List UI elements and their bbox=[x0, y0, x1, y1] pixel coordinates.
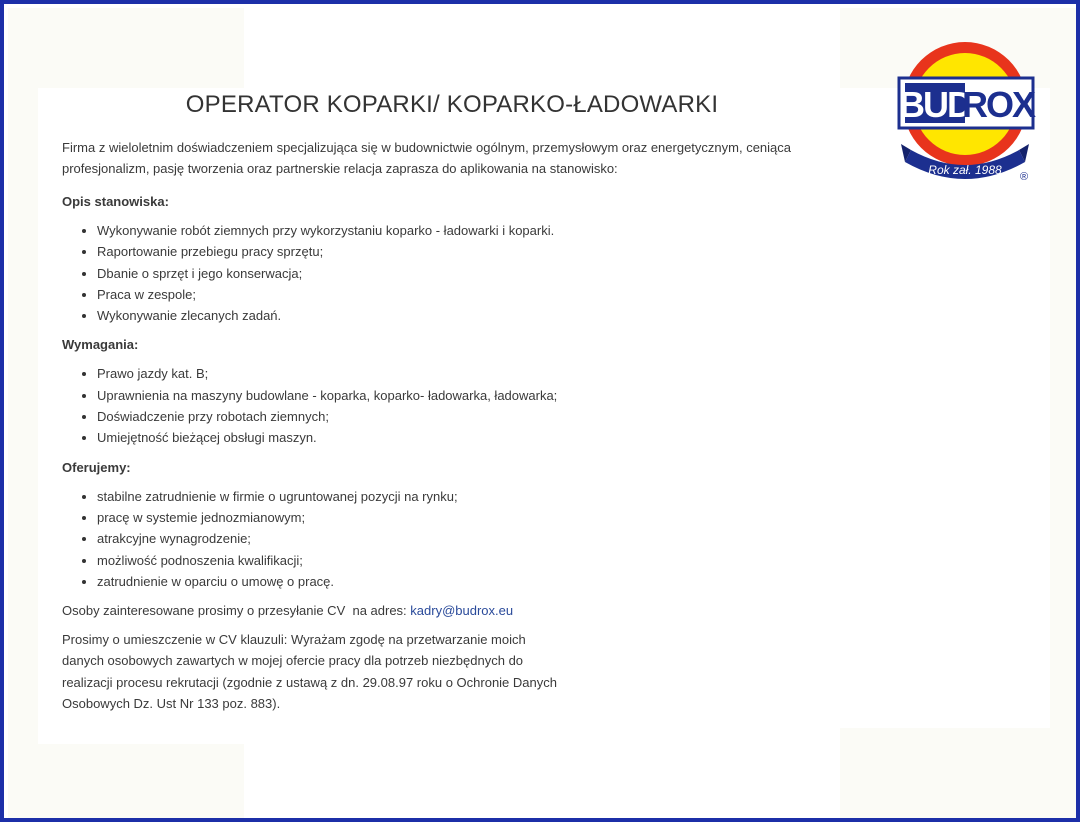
background-panel bbox=[1050, 88, 1080, 728]
list-item: • Wykonywanie zlecanych zadań. bbox=[97, 305, 862, 326]
section-offer bbox=[62, 457, 862, 592]
list-item: • Praca w zespole; bbox=[97, 284, 862, 305]
contact-paragraph bbox=[62, 600, 862, 621]
section-title: Wymagania: bbox=[62, 337, 139, 353]
gdpr-clause: Prosimy o umieszczenie w CV klauzuli: Wyrażam zgodę na przetwarzanie moich danych osobowych zawartych w mojej ofercie pracy dla potrzeb niezbędnych do realizacji procesu rekrutacji (zgodnie z ustawą z dn. 29.08.97 roku o Ochronie Danych Osobowych Dz. Ust Nr 133 poz. 883). bbox=[62, 632, 557, 712]
svg-text:Rok zał. 1988: Rok zał. 1988 bbox=[928, 163, 1002, 177]
list-item: • Doświadczenie przy robotach ziemnych; bbox=[97, 406, 862, 427]
background-panel bbox=[8, 8, 244, 88]
list-item: • Wykonywanie robót ziemnych przy wykorzystaniu koparko - ładowarki i koparki. bbox=[97, 220, 862, 241]
section-requirements bbox=[62, 334, 862, 448]
section-title: Opis stanowiska: bbox=[62, 194, 169, 209]
intro-paragraph: Firma z wieloletnim doświadczeniem specjalizująca się w budownictwie ogólnym, przemysłowym oraz energetycznym, ceniąca profesjonalizm, pasję tworzenia oraz partnerskie relacja zaprasza do aplikowania na stanowisko: bbox=[62, 140, 792, 176]
job-description-list bbox=[62, 220, 862, 326]
list-item: • Prawo jazdy kat. B; bbox=[97, 363, 862, 384]
list-item: • atrakcyjne wynagrodzenie; bbox=[97, 528, 862, 549]
job-offer-content bbox=[62, 82, 862, 722]
section-job-description bbox=[62, 191, 862, 326]
list-item: • Raportowanie przebiegu pracy sprzętu; bbox=[97, 241, 862, 262]
list-item: • możliwość podnoszenia kwalifikacji; bbox=[97, 550, 862, 571]
svg-text:®: ® bbox=[1019, 171, 1029, 183]
offer-list bbox=[62, 486, 862, 592]
contact-text: Osoby zainteresowane prosimy o przesyłanie CV na adres: bbox=[62, 603, 411, 619]
requirements-list bbox=[62, 363, 862, 448]
background-panel bbox=[8, 88, 38, 748]
list-item: • Uprawnienia na maszyny budowlane - koparka, koparko- ładowarka, ładowarka; bbox=[97, 385, 862, 406]
svg-text:BUD: BUD bbox=[899, 84, 971, 125]
list-item: • pracę w systemie jednozmianowym; bbox=[97, 507, 862, 528]
email-link[interactable]: kadry@budrox.eu bbox=[410, 603, 514, 619]
job-title: OPERATOR KOPARKI/ KOPARKO-ŁADOWARKI bbox=[185, 91, 719, 118]
list-item: • Umiejętność bieżącej obsługi maszyn. bbox=[97, 427, 862, 448]
list-item: • zatrudnienie w oparciu o umowę o pracę. bbox=[97, 571, 862, 592]
section-title: Oferujemy: bbox=[62, 459, 131, 475]
background-panel bbox=[8, 744, 244, 822]
list-item: • stabilne zatrudnienie w firmie o ugruntowanej pozycji na rynku; bbox=[97, 486, 862, 507]
budrox-logo bbox=[897, 40, 1037, 190]
background-panel bbox=[840, 728, 1080, 822]
list-item: • Dbanie o sprzęt i jego konserwacja; bbox=[97, 263, 862, 284]
svg-text:ROX: ROX bbox=[961, 84, 1035, 125]
